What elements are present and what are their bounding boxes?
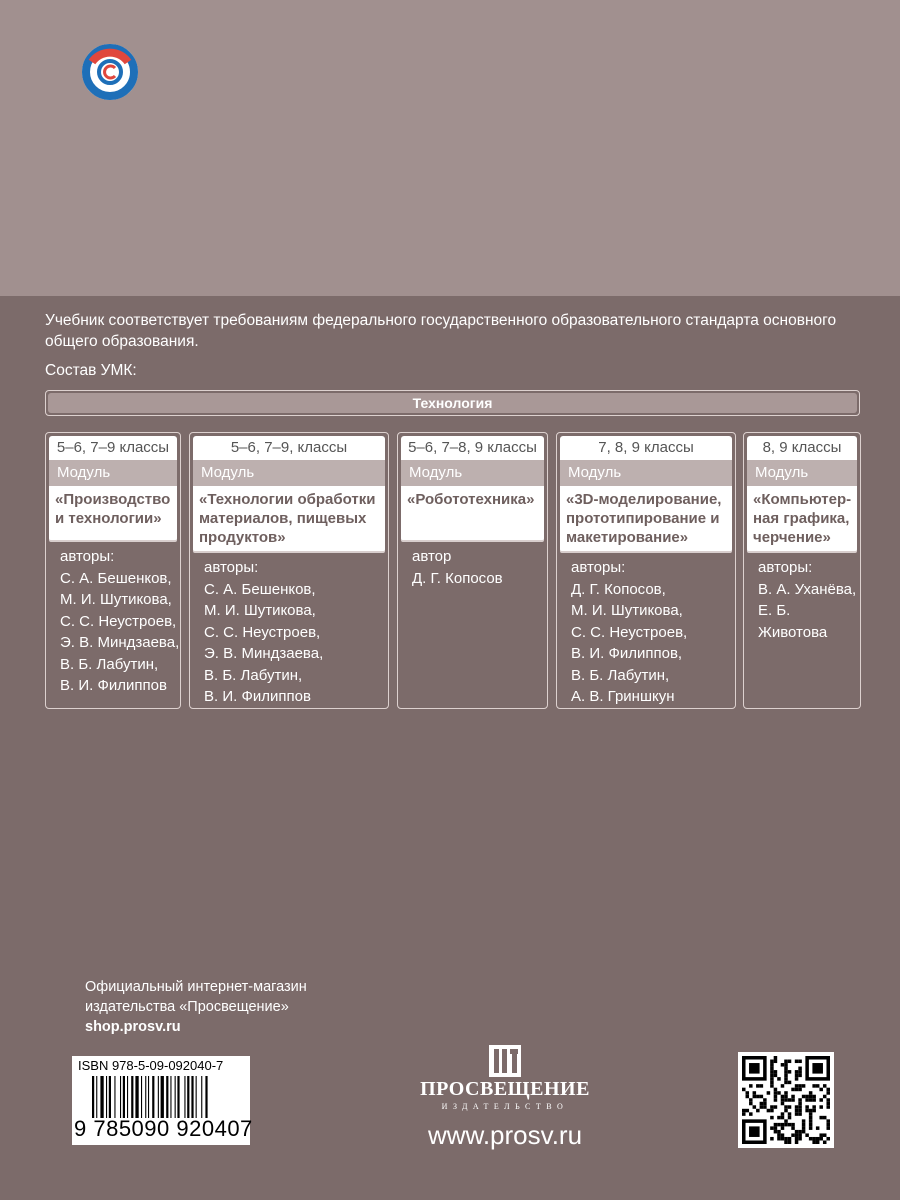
qr-code-icon xyxy=(738,1052,834,1148)
ean-number: 9 785090 920407 xyxy=(74,1116,253,1141)
standard-compliance-text: Учебник соответствует требованиям федерального государственного образовательного стандарта основного общего образования. xyxy=(45,312,837,350)
module-word: Модуль xyxy=(49,460,177,486)
authors-list: автор Д. Г. Копосов xyxy=(412,548,503,587)
shop-url[interactable]: shop.prosv.ru xyxy=(85,1019,181,1035)
publisher-mark-icon xyxy=(487,1043,523,1079)
subject-title: Технология xyxy=(48,393,857,413)
module-column-2 xyxy=(189,432,389,709)
publisher-subtitle: ИЗДАТЕЛЬСТВО xyxy=(441,1102,569,1111)
module-column-4 xyxy=(556,432,736,709)
prosveshchenie-emblem-icon xyxy=(78,40,142,104)
grades-label: 5–6, 7–9, классы xyxy=(193,436,385,460)
grades-label: 5–6, 7–9 классы xyxy=(49,436,177,460)
module-column-3 xyxy=(397,432,548,709)
module-title: «Производство и технологии» xyxy=(49,486,177,540)
isbn-label: ISBN 978-5-09-092040-7 xyxy=(78,1058,224,1073)
module-word: Модуль xyxy=(747,460,857,486)
authors-list: авторы: С. А. Бешенков, М. И. Шутикова, С. С. Неустроев, Э. В. Миндзаева, В. Б. Лабутин, В. И. Филиппов xyxy=(60,548,180,694)
publisher-name: ПРОСВЕЩЕНИЕ xyxy=(420,1078,590,1100)
shop-line-2: издательства «Просвещение» xyxy=(85,999,289,1015)
module-column-1 xyxy=(45,432,181,709)
publisher-website[interactable]: www.prosv.ru xyxy=(427,1120,583,1150)
module-word: Модуль xyxy=(401,460,544,486)
shop-line-1: Официальный интернет-магазин xyxy=(85,979,307,995)
grades-label: 7, 8, 9 классы xyxy=(560,436,732,460)
module-word: Модуль xyxy=(193,460,385,486)
isbn-barcode xyxy=(72,1056,253,1145)
authors-list: авторы: С. А. Бешенков, М. И. Шутикова, С. С. Неустроев, Э. В. Миндзаева, В. Б. Лабутин, В. И. Филиппов xyxy=(204,559,324,705)
module-title: «Робототехника» xyxy=(401,486,544,540)
module-title: «3D-моделирование, прототипирование и макетирование» xyxy=(560,486,732,551)
authors-list: авторы: В. А. Уханёва, Е. Б. Животова xyxy=(758,559,857,641)
authors-list: авторы: Д. Г. Копосов, М. И. Шутикова, С. С. Неустроев, В. И. Филиппов, В. Б. Лабутин, А. В. Гриншкун xyxy=(571,559,688,705)
module-title: «Компьютер-ная графика, черчение» xyxy=(747,486,857,551)
module-word: Модуль xyxy=(560,460,732,486)
module-title: «Технологии обработки материалов, пищевых продуктов» xyxy=(193,486,385,551)
grades-label: 8, 9 классы xyxy=(747,436,857,460)
subject-bar xyxy=(45,390,860,416)
shop-info xyxy=(85,977,307,1037)
umk-label: Состав УМК: xyxy=(45,362,137,379)
module-column-5 xyxy=(743,432,861,709)
barcode-bars-icon xyxy=(92,1076,244,1118)
grades-label: 5–6, 7–8, 9 классы xyxy=(401,436,544,460)
